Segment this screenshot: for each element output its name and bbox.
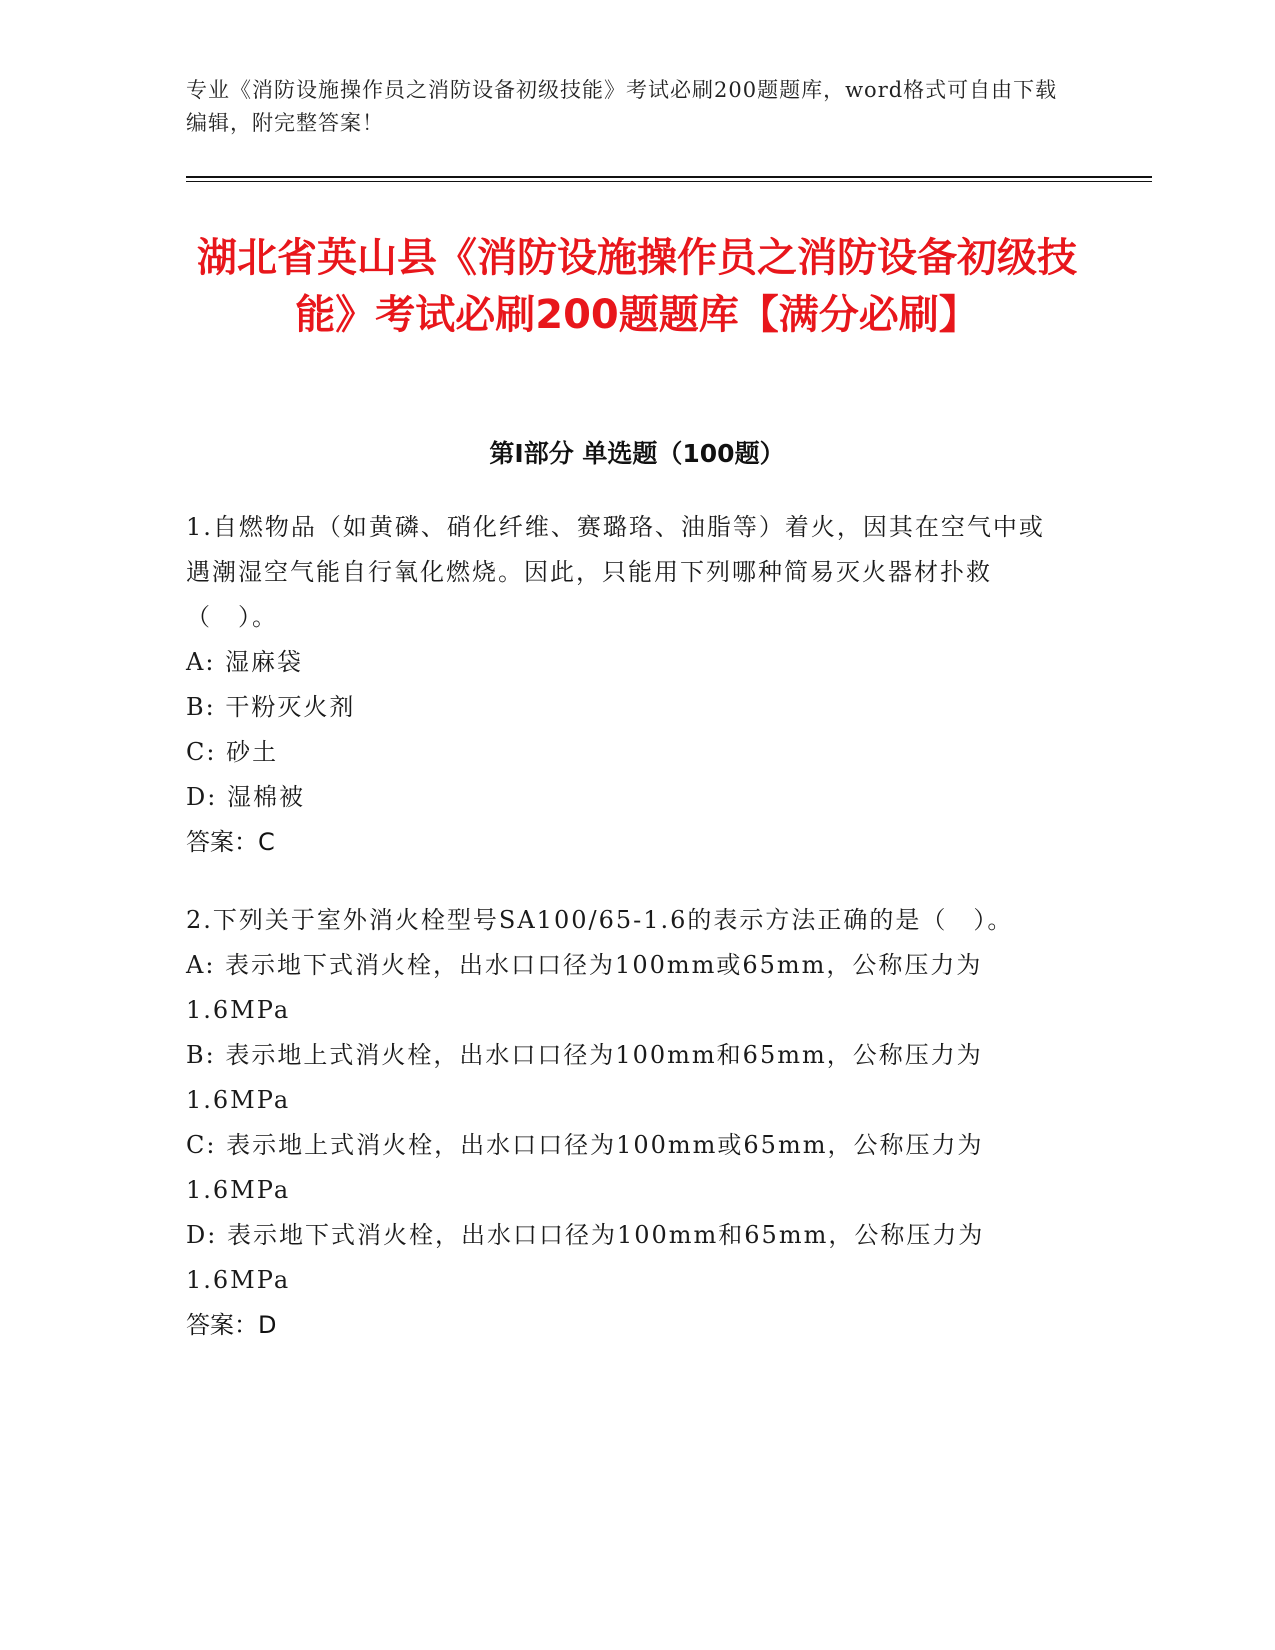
option-b: B: 表示地上式消火栓，出水口口径为100mm和65mm，公称压力为1.6MPa <box>186 1041 983 1114</box>
option-d: D: 湿棉被 <box>186 783 305 811</box>
option-c: C: 表示地上式消火栓，出水口口径为100mm或65mm，公称压力为1.6MPa <box>186 1131 984 1204</box>
option-a: A: 表示地下式消火栓，出水口口径为100mm或65mm，公称压力为1.6MPa <box>186 951 983 1024</box>
answer: 答案：D <box>186 1311 277 1339</box>
question-text: 1.自燃物品（如黄磷、硝化纤维、赛璐珞、油脂等）着火，因其在空气中或遇潮湿空气能自行氧化燃烧。因此，只能用下列哪种简易灭火器材扑救（ ）。 <box>186 513 1045 631</box>
question-block <box>186 898 1066 1348</box>
answer: 答案：C <box>186 828 275 856</box>
header-divider-thin <box>186 181 1152 182</box>
option-d: D: 表示地下式消火栓，出水口口径为100mm和65mm，公称压力为1.6MPa <box>186 1221 985 1294</box>
question-block <box>186 505 1066 865</box>
document-title: 湖北省英山县《消防设施操作员之消防设备初级技能》考试必刷200题题库【满分必刷】 <box>197 235 1077 338</box>
option-a: A: 湿麻袋 <box>186 648 304 676</box>
header-divider-thick <box>186 176 1152 178</box>
section-title: 第I部分 单选题（100题） <box>489 439 785 468</box>
option-c: C: 砂土 <box>186 738 279 766</box>
header-note: 专业《消防设施操作员之消防设备初级技能》考试必刷200题题库，word格式可自由下载编辑，附完整答案！ <box>186 78 1058 135</box>
option-b: B: 干粉灭火剂 <box>186 693 356 721</box>
question-text: 2.下列关于室外消火栓型号SA100/65-1.6的表示方法正确的是（ ）。 <box>186 906 1014 934</box>
